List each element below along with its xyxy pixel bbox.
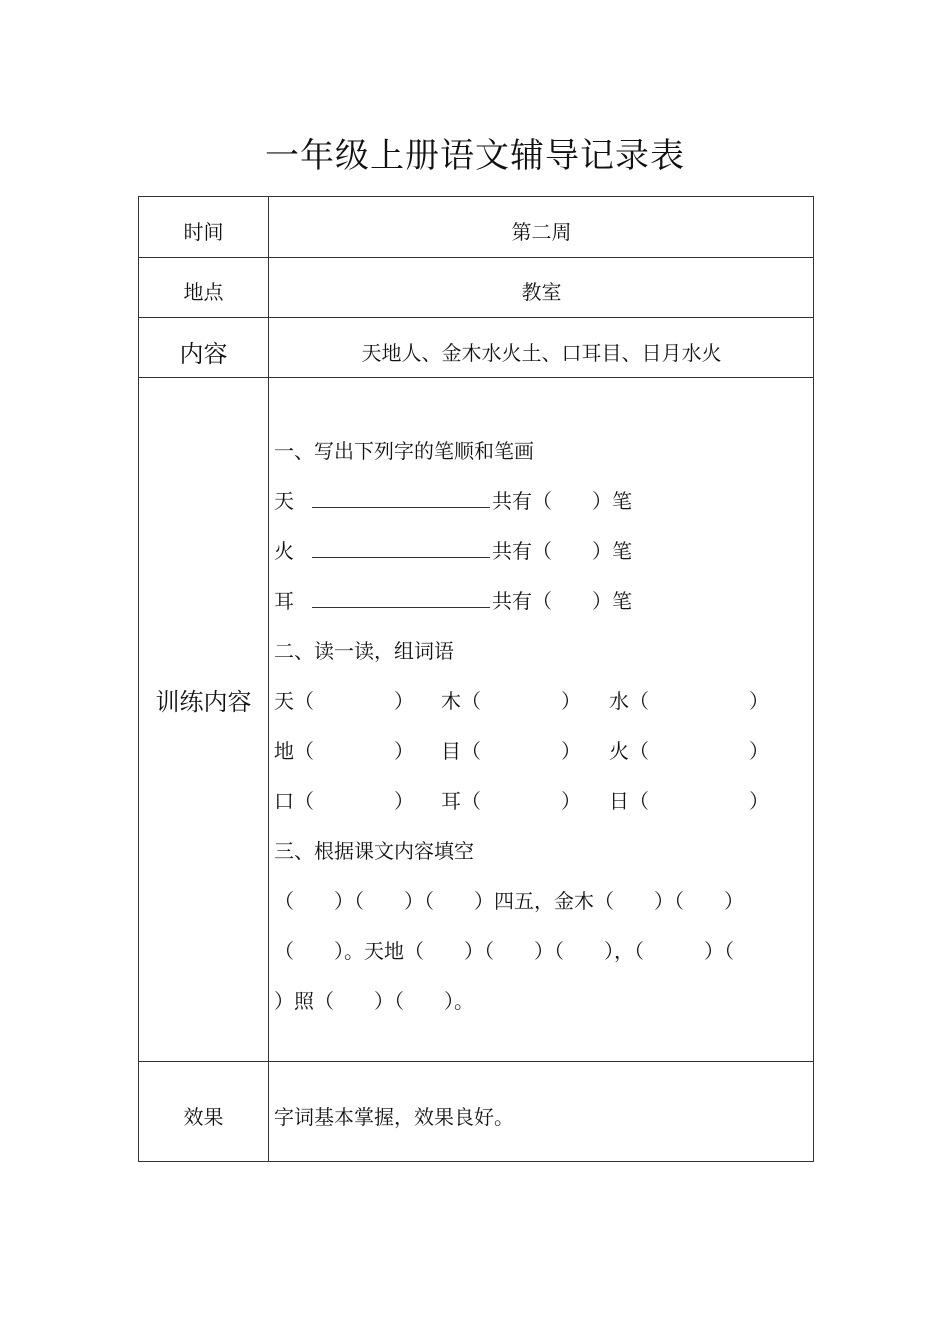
word-item: 火（ ） xyxy=(609,739,769,763)
effect-label: 效果 xyxy=(183,1105,224,1129)
content-value: 天地人、金木水火土、口耳目、日月水火 xyxy=(361,341,722,365)
fill-line: ）照（ ）（ ）。 xyxy=(274,989,474,1013)
section1-heading: 一、写出下列字的笔顺和笔画 xyxy=(274,439,534,463)
fill-line: （ ）。天地（ ）（ ）（ ），（ ）（ xyxy=(274,939,734,963)
stroke-char: 耳 xyxy=(274,589,294,613)
stroke-char: 火 xyxy=(274,539,294,563)
word-row xyxy=(274,685,814,713)
word-item: 口（ ） xyxy=(274,789,414,813)
time-label: 时间 xyxy=(183,220,224,244)
stroke-suffix: 共有（ ）笔 xyxy=(492,489,632,513)
word-item: 目（ ） xyxy=(441,739,581,763)
word-item: 耳（ ） xyxy=(441,789,581,813)
stroke-item xyxy=(274,535,632,564)
stroke-item xyxy=(274,585,632,614)
answer-blank xyxy=(312,489,490,508)
word-row xyxy=(274,735,814,763)
stroke-item xyxy=(274,485,632,514)
word-item: 木（ ） xyxy=(441,689,581,713)
content-label: 内容 xyxy=(179,340,228,368)
word-item: 水（ ） xyxy=(609,689,769,713)
training-label: 训练内容 xyxy=(155,688,252,716)
word-item: 地（ ） xyxy=(274,739,414,763)
row-divider xyxy=(139,377,813,378)
record-table xyxy=(138,196,814,1162)
answer-blank xyxy=(312,539,490,558)
stroke-char: 天 xyxy=(274,489,294,513)
place-value: 教室 xyxy=(521,280,562,304)
place-label: 地点 xyxy=(183,280,224,304)
fill-line: （ ）（ ）（ ）四五，金木（ ）（ ） xyxy=(274,889,744,913)
word-item: 日（ ） xyxy=(609,789,769,813)
page-title: 一年级上册语文辅导记录表 xyxy=(265,136,685,176)
row-divider xyxy=(139,1061,813,1062)
stroke-suffix: 共有（ ）笔 xyxy=(492,539,632,563)
row-divider xyxy=(139,317,813,318)
effect-value: 字词基本掌握，效果良好。 xyxy=(274,1105,514,1129)
stroke-suffix: 共有（ ）笔 xyxy=(492,589,632,613)
word-row xyxy=(274,785,814,813)
answer-blank xyxy=(312,589,490,608)
section3-heading: 三、根据课文内容填空 xyxy=(274,839,474,863)
row-divider xyxy=(139,257,813,258)
word-item: 天（ ） xyxy=(274,689,414,713)
section2-heading: 二、读一读，组词语 xyxy=(274,639,454,663)
time-value: 第二周 xyxy=(511,220,572,244)
